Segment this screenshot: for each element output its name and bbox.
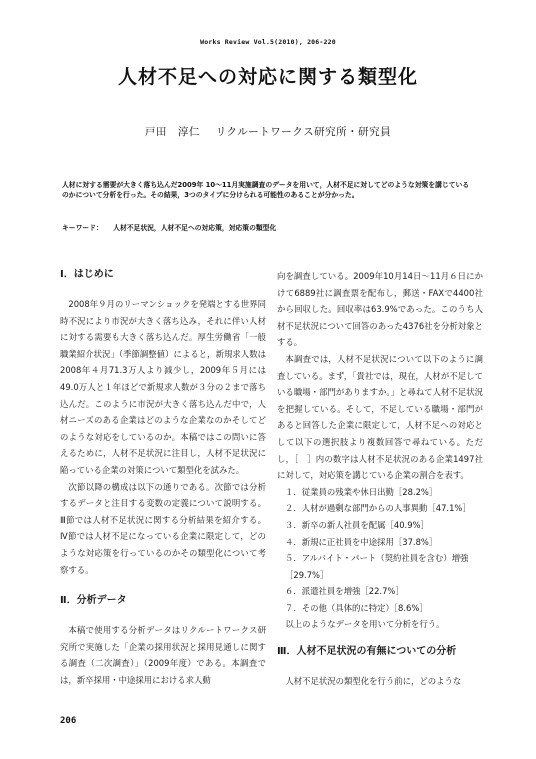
journal-header: Works Review Vol.5(2010), 206-220 xyxy=(200,38,336,46)
abstract: 人材に対する需要が大きく落ち込んだ2009年 10～11月実施調査のデータを用いて，人材不足に対してどのような対策を講じているのかについて分析を行った。その結果，3つのタイプに分けられる可能性のあることが分かった。 xyxy=(62,181,470,199)
right-column xyxy=(277,268,483,690)
list-item: ４．新規に正社員を中途採用［37.8%］ xyxy=(285,536,438,547)
list-item: ２．人材が過剰な部門からの人事異動［47.1%］ xyxy=(285,503,471,514)
body-paragraph: 2008年９月のリーマンショックを発端とする世界同時不況により市況が大きく落ち込み，それに伴い人材に対する需要も大きく落ち込んだ。厚生労働省「一般職業紹介状況」（季節調整値）によると，新規求人数は2008年４月71.3万人より減少し，2009年５月には49.0万人と１年ほどで新規求人数が３分の２まで落ち込んだ。このように市況が大きく落ち込んだ中で，人材ニーズのある企業はどのような企業なのかそしてどのような対応をしているのか。本稿ではこの問いに答えるために，人材不足状況に注目し，人材不足状況に陥っている企業の対策について類型化を試みた。 xyxy=(60,299,266,475)
section-heading-analysis: Ⅲ．人材不足状況の有無についての分析 xyxy=(277,646,457,658)
paper-title: 人材不足への対応に関する類型化 xyxy=(117,66,418,88)
section-heading-data: Ⅱ．分析データ xyxy=(60,595,127,607)
list-item: １．従業員の残業や休日出勤［28.2%］ xyxy=(285,486,438,497)
body-paragraph: 向を調査している。2009年10月14日～11月６日にかけて6889社に調査票を配布し，郵送・FAXで4400社から回収した。回収率は63.9%であった。このうち人材不足状況について回答のあった4376社を分析対象とする。 xyxy=(277,271,483,348)
response-options-list xyxy=(277,484,483,617)
author-line xyxy=(0,124,536,139)
body-paragraph: 次節以降の構成は以下の通りである。次節では分析するデータと注目する変数の定義について説明する。Ⅲ節では人材不足状況に関する分析結果を紹介する。Ⅳ節では人材不足になっている企業に限定して，どのような対応策を行っているのかその類型化について考察する。 xyxy=(60,481,266,575)
author-name: 戸田 淳仁 xyxy=(144,126,200,138)
list-item: ７．その他（具体的に特定）［8.6%］ xyxy=(285,602,428,613)
section-heading-introduction: Ⅰ．はじめに xyxy=(60,269,114,280)
body-paragraph: 以上のようなデータを用いて分析を行う。 xyxy=(285,619,445,630)
list-item: ５．アルバイト・パート（契約社員を含む）増強［29.7%］ xyxy=(285,553,469,580)
author-affiliation: リクルートワークス研究所・研究員 xyxy=(215,126,392,138)
body-paragraph: 本調査では，人材不足状況について以下のように調査している。まず，「貴社では，現在，人材が不足している職場・部門がありますか。」と尋ねて人材不足状況を把握している。そして，不足している職場・部門があると回答した企業に限定して，人材不足への対応として以下の選択肢より複数回答で尋ねている。ただし，［ ］内の数字は人材不足状況のある企業1497社に対して，対応策を講じている企業の割合を表す。 xyxy=(277,353,483,481)
left-column xyxy=(60,266,266,688)
body-paragraph: 本稿で使用する分析データはリクルートワークス研究所で実施した「企業の採用状況と採用見通しに関する調査（二次調査）」（2009年度）である。本調査では，新卒採用・中途採用における求人動 xyxy=(60,625,266,685)
list-item: ３．新卒の新人社員を配属［40.9%］ xyxy=(285,519,429,530)
keywords-label: キーワード： xyxy=(62,224,103,232)
keywords xyxy=(62,222,474,232)
list-item: ６．派遣社員を増強［22.7%］ xyxy=(285,586,404,597)
keywords-items: 人材不足状況，人材不足への対応策，対応策の類型化 xyxy=(113,224,277,232)
page-number: 206 xyxy=(60,716,77,726)
body-paragraph: 人材不足状況の類型化を行う前に，どのような xyxy=(285,676,462,687)
